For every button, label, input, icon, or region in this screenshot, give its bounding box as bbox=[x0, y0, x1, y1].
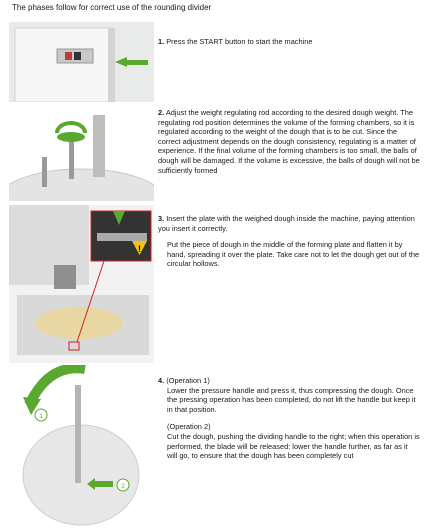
machine-start-button-photo bbox=[9, 22, 154, 102]
step-4 bbox=[158, 376, 420, 461]
page-heading: The phases follow for correct use of the rounding divider bbox=[12, 3, 212, 12]
step-1-text: Press the START button to start the machine bbox=[166, 37, 313, 46]
step-3-number: 3. bbox=[158, 214, 165, 223]
step-1-number: 1. bbox=[158, 37, 165, 46]
weight-regulating-rod-photo bbox=[9, 105, 154, 201]
step-3-text: Insert the plate with the weighed dough inside the machine, paying attention you insert it correctly. bbox=[158, 214, 415, 233]
step-3 bbox=[158, 214, 420, 276]
operation-2-text: Cut the dough, pushing the dividing handle to the right; when this operation is performed, the blade will be released: lower the handle further, as far as it will go, to ensure that the dough has been completely cut bbox=[167, 431, 420, 461]
operation-2-marker: 2 bbox=[121, 484, 125, 490]
step-2-number: 2. bbox=[158, 108, 165, 117]
step-2-text: Adjust the weight regulating rod according to the desired dough weight. The regulating rod position determines the volume of the forming chambers, so it is regulated according to the weight of the dough that is to be cut. Since the correct adjustment depends on the dough consistency, regulating is a matter of experience. If the final volume of the forming chambers is too small, the balls of dough will be damaged. If the volume is excessive, the balls of dough will not be sufficiently formed bbox=[158, 108, 420, 175]
svg-text:!: ! bbox=[138, 244, 141, 254]
operation-2-title: (Operation 2) bbox=[167, 422, 211, 432]
operation-1-text: Lower the pressure handle and press it, thus compressing the dough. Once the pressing operation has been completed, do not lift the handle but keep it in that position. bbox=[167, 385, 416, 414]
step-4-number: 4. bbox=[158, 376, 165, 385]
step-2 bbox=[158, 108, 420, 175]
operation-1-title: (Operation 1) bbox=[166, 376, 210, 385]
plate-insertion-photo bbox=[9, 205, 154, 363]
step-1 bbox=[158, 37, 420, 47]
operation-1-marker: 1 bbox=[39, 414, 43, 420]
step-3-text-2: Put the piece of dough in the middle of the forming plate and flatten it by hand, spreading it over the plate. Take care not to let the dough get out of the circular hollows. bbox=[167, 240, 420, 269]
pressure-handle-photo bbox=[9, 365, 154, 527]
